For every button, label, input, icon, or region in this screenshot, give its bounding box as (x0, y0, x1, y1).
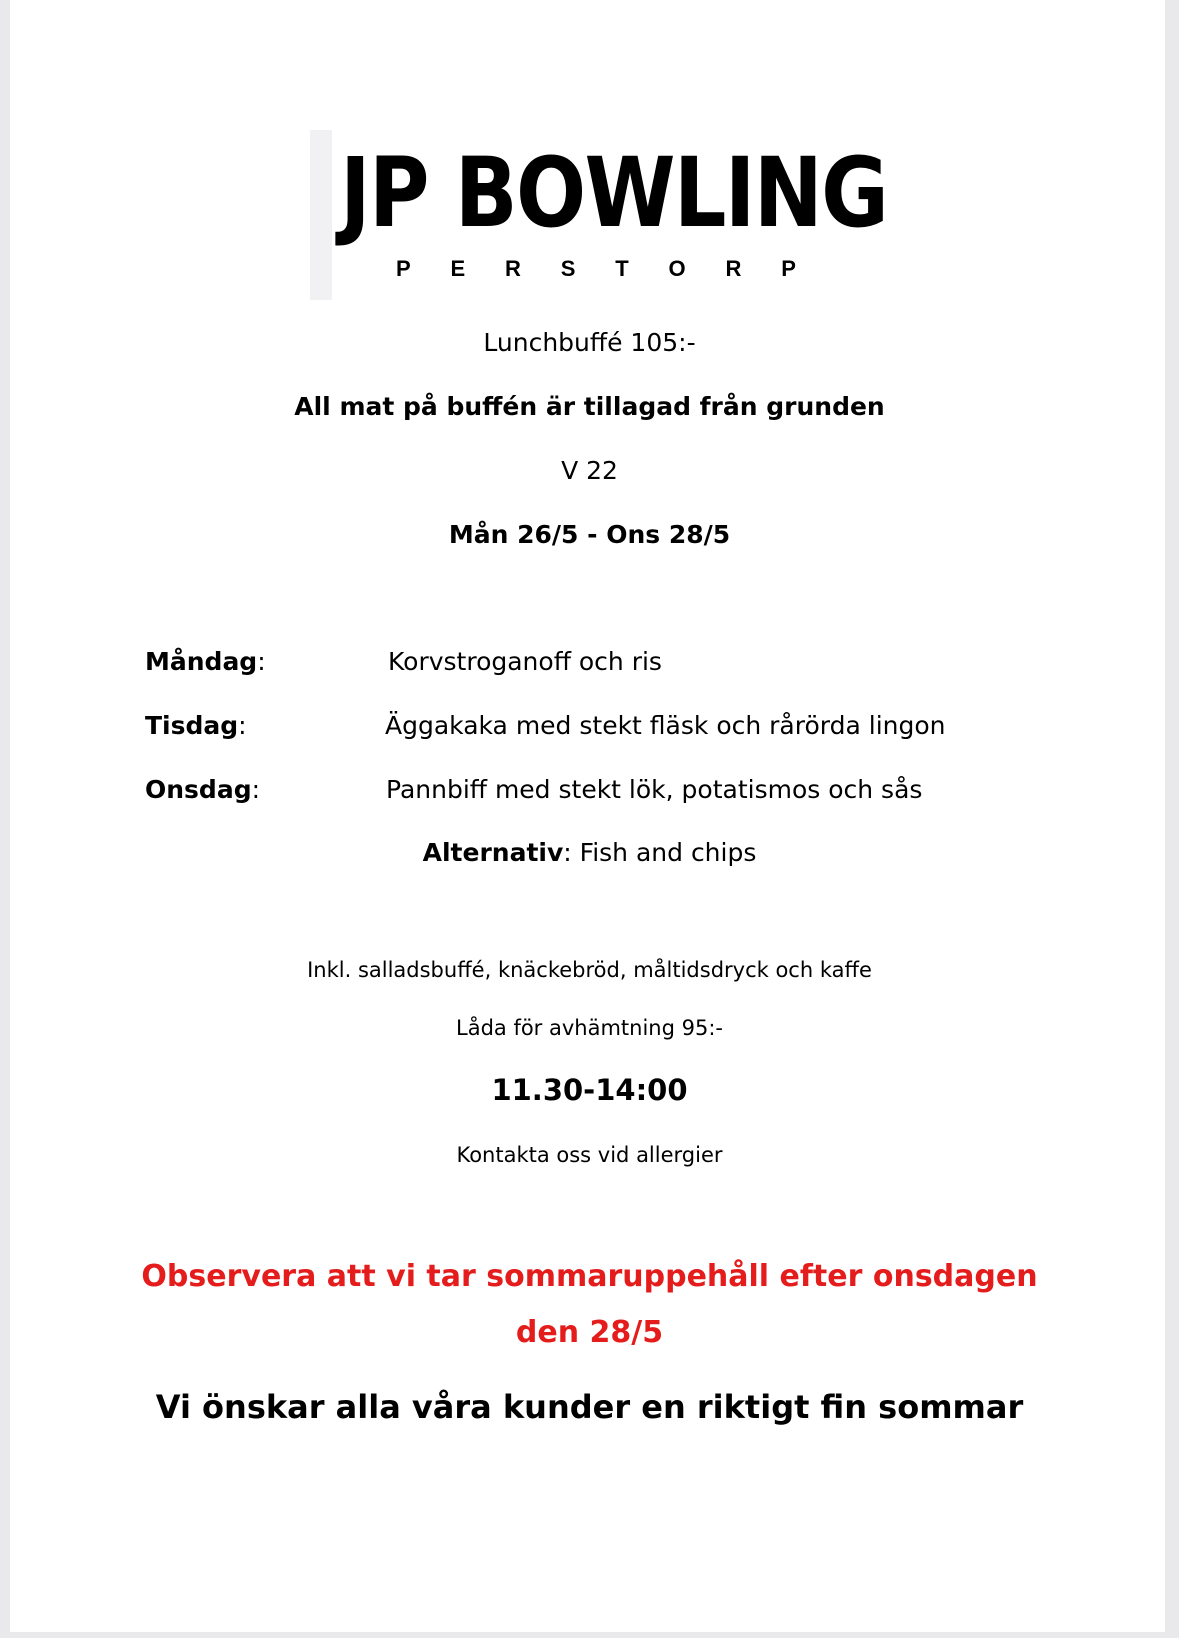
logo-letter: R (505, 256, 521, 281)
logo-title: JP BOWLING (340, 137, 888, 249)
summer-break-notice-line1: Observera att vi tar sommaruppehåll efter onsdagen (141, 1259, 1038, 1294)
day-label-tuesday: Tisdag: (145, 711, 247, 740)
date-range: Mån 26/5 - Ons 28/5 (448, 520, 731, 549)
logo-letter: P (396, 256, 411, 281)
buffet-tagline: All mat på buffén är tillagad från grunden (294, 392, 885, 421)
logo-letter: P (781, 256, 796, 281)
day-label-wednesday: Onsdag: (145, 775, 261, 804)
logo-letter: E (450, 256, 466, 281)
dish-tuesday: Äggakaka med stekt fläsk och rårörda lingon (385, 711, 946, 740)
day-label-monday: Måndag: (145, 647, 266, 676)
logo-letter: T (615, 256, 629, 281)
logo-subtitle (396, 256, 796, 282)
logo-letter: O (668, 256, 686, 281)
week-number: V 22 (561, 456, 618, 485)
closing-greeting: Vi önskar alla våra kunder en riktigt fin sommar (155, 1388, 1024, 1426)
logo-letter: R (725, 256, 742, 281)
logo-letter: S (560, 256, 576, 281)
logo-accent-bar (310, 130, 332, 300)
opening-hours: 11.30-14:00 (491, 1073, 688, 1107)
takeaway-price: Låda för avhämtning 95:- (456, 1016, 723, 1040)
alternative-label: Alternativ (422, 838, 564, 867)
dish-monday: Korvstroganoff och ris (388, 647, 662, 676)
dish-wednesday: Pannbiff med stekt lök, potatismos och sås (386, 775, 923, 804)
allergy-notice: Kontakta oss vid allergier (456, 1143, 723, 1167)
buffet-price: Lunchbuffé 105:- (483, 328, 696, 357)
included-items: Inkl. salladsbuffé, knäckebröd, måltidsdryck och kaffe (307, 958, 872, 982)
summer-break-notice-line2: den 28/5 (515, 1315, 664, 1350)
alternative-text: : Fish and chips (563, 838, 757, 867)
alternative-dish (0, 838, 1179, 867)
